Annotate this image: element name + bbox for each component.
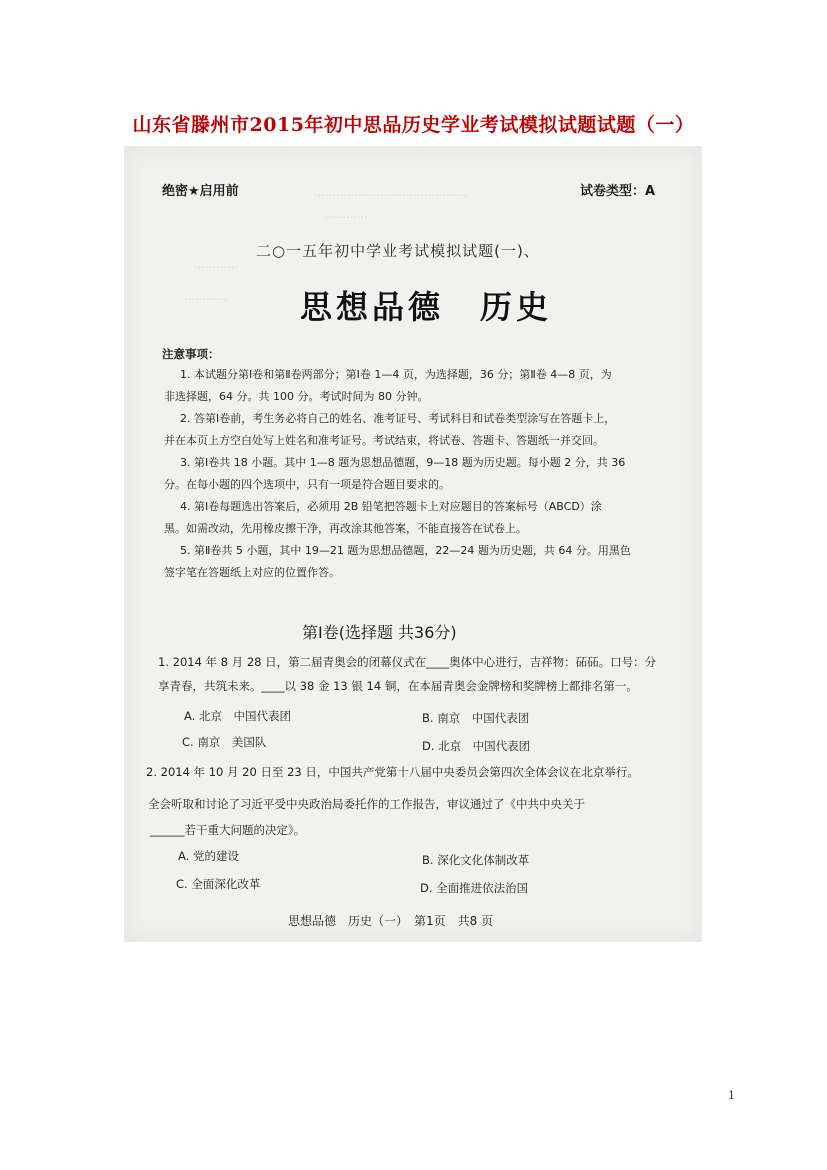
note-line: 黑。如需改动，先用橡皮擦干净，再改涂其他答案，不能直接答在试卷上。 — [164, 522, 527, 535]
note-line: 5. 第Ⅱ卷共 5 小题，其中 19—21 题为思想品德题，22—24 题为历史题，共 64 分。用黑色 — [180, 544, 631, 557]
question-2-option-c: C. 全面深化改革 — [176, 877, 261, 891]
bleed-through-text: ………… — [324, 208, 368, 221]
note-line: 3. 第Ⅰ卷共 18 小题。其中 1—8 题为思想品德题，9—18 题为历史题。每小题 2 分，共 36 — [180, 456, 626, 469]
note-line: 并在本页上方空白处写上姓名和准考证号。考试结束，将试卷、答题卡、答题纸一并交回。 — [164, 434, 604, 447]
bleed-through-text: ………… — [184, 290, 228, 303]
scan-footer: 思想品德 历史（一） 第1页 共8 页 — [288, 914, 494, 928]
note-line: 分。在每小题的四个选项中，只有一项是符合题目要求的。 — [164, 478, 450, 491]
section-title: 第Ⅰ卷(选择题 共36分) — [302, 623, 457, 642]
question-2-option-a: A. 党的建设 — [178, 849, 239, 863]
scanned-exam-page — [124, 146, 702, 942]
page-number: 1 — [728, 1089, 735, 1102]
question-1-text: 1. 2014 年 8 月 28 日，第二届青奥会的闭幕仪式在____奥体中心进行，吉祥物：砳砳。口号：分 — [158, 655, 657, 669]
document-title: 山东省滕州市2015年初中思品历史学业考试模拟试题试题（一） — [132, 114, 695, 136]
note-line: 签字笔在答题纸上对应的位置作答。 — [164, 566, 340, 579]
bleed-through-text: ………… — [194, 258, 238, 271]
note-line: 非选择题，64 分。共 100 分。考试时间为 80 分钟。 — [164, 390, 429, 403]
question-2-option-b: B. 深化文化体制改革 — [422, 853, 530, 867]
question-2-text: 全会听取和讨论了习近平受中央政治局委托作的工作报告，审议通过了《中共中央关于 — [148, 797, 585, 811]
paper-type-label: 试卷类型：A — [580, 184, 656, 199]
confidential-label: 绝密★启用前 — [162, 184, 239, 199]
subject-title: 思想品德 历史 — [300, 288, 553, 326]
note-line: 2. 答第Ⅰ卷前，考生务必将自己的姓名、准考证号、考试科目和试卷类型涂写在答题卡上， — [180, 412, 616, 425]
question-1-option-d: D. 北京 中国代表团 — [422, 739, 531, 753]
note-line: 1. 本试题分第Ⅰ卷和第Ⅱ卷两部分；第Ⅰ卷 1—4 页，为选择题，36 分；第Ⅱ卷 4—8 页，为 — [180, 368, 612, 381]
note-line: 4. 第Ⅰ卷每题选出答案后，必须用 2B 铅笔把答题卡上对应题目的答案标号（ABCD）涂 — [180, 500, 602, 513]
question-1-option-c: C. 南京 美国队 — [182, 735, 267, 749]
question-1-option-b: B. 南京 中国代表团 — [422, 711, 530, 725]
question-2-text: 2. 2014 年 10 月 20 日至 23 日，中国共产党第十八届中央委员会第四次全体会议在北京举行。 — [146, 765, 639, 779]
bleed-through-text: …………………………………… — [314, 186, 468, 199]
question-1-option-a: A. 北京 中国代表团 — [184, 709, 291, 723]
question-2-option-d: D. 全面推进依法治国 — [420, 881, 529, 895]
notes-heading: 注意事项： — [162, 347, 220, 361]
question-1-text: 享青春，共筑未来。____以 38 金 13 银 14 铜，在本届青奥会金牌榜和奖牌榜上都排名第一。 — [158, 679, 638, 693]
question-2-text: ______若干重大问题的决定》。 — [150, 823, 306, 837]
exam-title: 二○一五年初中学业考试模拟试题(一)、 — [256, 242, 540, 260]
